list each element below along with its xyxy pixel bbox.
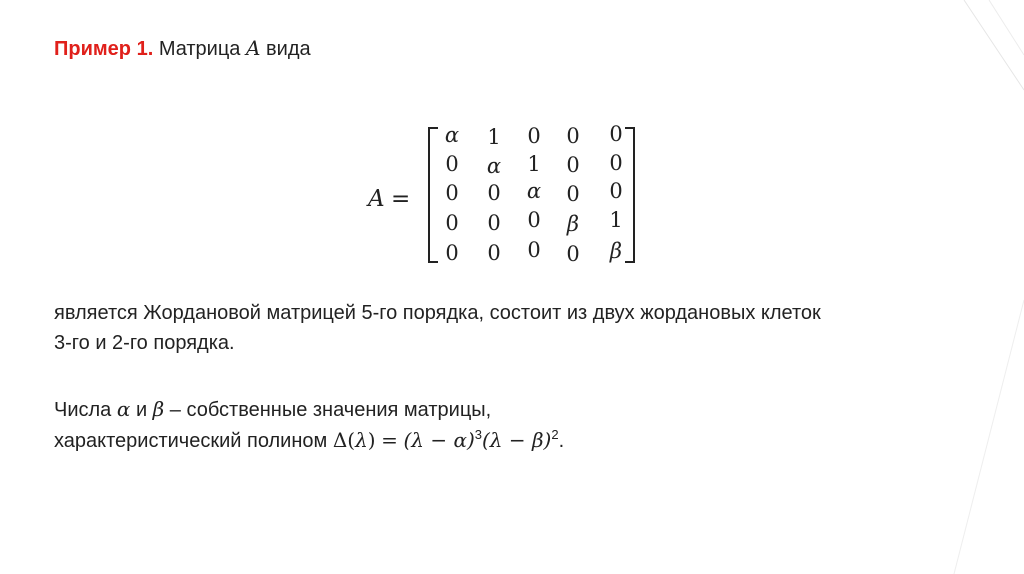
matrix-cell: 0 — [445, 181, 459, 205]
matrix-cell: 0 — [566, 124, 580, 148]
delta-symbol: Δ — [332, 428, 348, 452]
matrix-symbol: A — [368, 186, 385, 212]
matrix-cell: 0 — [566, 153, 580, 177]
heading-matrix-symbol: A — [246, 36, 261, 60]
matrix-cell: 0 — [487, 211, 501, 235]
matrix-lhs — [368, 184, 410, 213]
factor-alpha: (λ − α) — [403, 428, 475, 452]
matrix-cell: 0 — [609, 122, 623, 146]
eigen-prefix: Числа — [54, 399, 112, 421]
matrix-cell: 0 — [445, 211, 459, 235]
matrix-cell: 0 — [445, 241, 459, 265]
matrix-cell: 0 — [445, 152, 459, 176]
paragraph-line: 3-го и 2-го порядка. — [54, 332, 235, 354]
matrix-cell: 0 — [487, 241, 501, 265]
matrix-cell: 0 — [527, 238, 541, 262]
example-label: Пример 1. — [54, 38, 154, 60]
matrix-cell: β — [566, 212, 580, 236]
characteristic-polynomial — [332, 427, 565, 452]
matrix-cell: α — [444, 123, 460, 147]
eigen-suffix: – собственные значения матрицы, — [169, 399, 492, 421]
matrix-cell: 0 — [609, 179, 623, 203]
paragraph-eigenvalues — [54, 394, 564, 456]
slide-heading — [54, 34, 311, 63]
matrix-cell: 0 — [566, 182, 580, 206]
matrix-cell: 1 — [487, 125, 501, 149]
matrix-cell: α — [526, 179, 542, 203]
polynomial-line — [54, 425, 564, 456]
matrix-cell: 0 — [609, 151, 623, 175]
polynomial-label: характеристический полином — [54, 430, 328, 452]
factor-beta: (λ − β) — [482, 428, 552, 452]
alpha-symbol: α — [116, 397, 131, 421]
poly-equals: = — [381, 428, 398, 452]
paragraph-jordan-description — [54, 298, 821, 358]
paren-close: ) — [367, 428, 376, 452]
eigenvalues-line — [54, 394, 564, 425]
paragraph-line: является Жордановой матрицей 5-го порядка, состоит из двух жордановых клеток — [54, 302, 821, 324]
corner-decoration — [924, 0, 1024, 574]
heading-suffix: вида — [266, 38, 311, 60]
matrix-cell: 1 — [609, 208, 623, 232]
exponent-alpha: 3 — [474, 427, 482, 442]
matrix-cell: β — [609, 239, 623, 263]
exponent-beta: 2 — [551, 427, 559, 442]
matrix-cell: 0 — [527, 124, 541, 148]
paren-open: ( — [347, 428, 356, 452]
beta-symbol: β — [152, 397, 165, 421]
poly-period: . — [558, 430, 565, 452]
matrix-cell: 0 — [566, 242, 580, 266]
matrix-cell: α — [486, 154, 502, 178]
matrix-cell: 1 — [527, 152, 541, 176]
heading-text: Матрица — [158, 38, 241, 60]
lambda-symbol: λ — [355, 428, 368, 452]
equals-sign: = — [391, 186, 411, 212]
matrix-cell: 0 — [527, 208, 541, 232]
matrix-cell: 0 — [487, 181, 501, 205]
and-word: и — [135, 399, 148, 421]
